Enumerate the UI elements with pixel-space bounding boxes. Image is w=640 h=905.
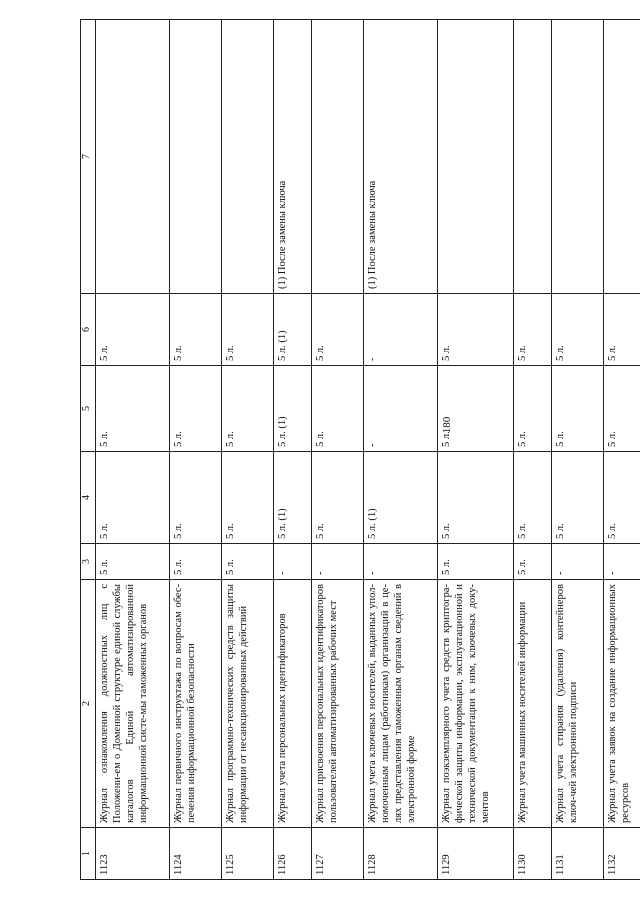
row-col5: 5 л. xyxy=(222,366,274,452)
row-number: 1130 xyxy=(514,828,552,880)
row-col5: 5 л. xyxy=(96,366,170,452)
table-row xyxy=(274,20,312,880)
row-note: (1) После замены ключа xyxy=(364,20,438,294)
row-col4: 5 л. xyxy=(552,452,604,544)
row-col3: - xyxy=(364,544,438,580)
row-col3: 5 л. xyxy=(514,544,552,580)
row-note xyxy=(96,20,170,294)
row-title: Журнал учета персональных идентификаторов xyxy=(274,580,312,828)
row-col3: - xyxy=(604,544,640,580)
row-col6: 5 л. xyxy=(312,294,364,366)
row-col3: 5 л. xyxy=(170,544,222,580)
row-note: (1) После замены ключа xyxy=(274,20,312,294)
row-title: Журнал первичного инструктажа по вопросам обес-печения информационной безопасности xyxy=(170,580,222,828)
row-col5: 5 л. (1) xyxy=(274,366,312,452)
row-col6: 5 л. xyxy=(222,294,274,366)
row-col5: 5 л. xyxy=(170,366,222,452)
row-title: Журнал учета стирания (удаления) контейнеров ключ-чей электронной подписи xyxy=(552,580,604,828)
row-number: 1127 xyxy=(312,828,364,880)
row-note xyxy=(312,20,364,294)
row-col6: 5 л. xyxy=(170,294,222,366)
row-col3: - xyxy=(312,544,364,580)
row-title: Журнал учета машинных носителей информации xyxy=(514,580,552,828)
row-col5: 5 л. xyxy=(438,366,514,452)
row-col5: - xyxy=(364,366,438,452)
row-col6: 5 л. (1) xyxy=(274,294,312,366)
table-row xyxy=(312,20,364,880)
row-number: 1125 xyxy=(222,828,274,880)
row-number: 1128 xyxy=(364,828,438,880)
row-col3: - xyxy=(274,544,312,580)
row-col4: 5 л. xyxy=(96,452,170,544)
table-row xyxy=(514,20,552,880)
row-col3: 5 л. xyxy=(222,544,274,580)
row-col4: 5 л. xyxy=(222,452,274,544)
column-header-5: 5 xyxy=(81,366,96,452)
column-header-3: 3 xyxy=(81,544,96,580)
table-row xyxy=(96,20,170,880)
row-note xyxy=(604,20,640,294)
table-row xyxy=(170,20,222,880)
row-note xyxy=(514,20,552,294)
row-title: Журнал поэкземплярного учета средств криптогра-фической защиты информации, эксплуатационной и технической документации к ним, ключевых доку-ментов xyxy=(438,580,514,828)
row-col4: 5 л. xyxy=(514,452,552,544)
row-title: Журнал присвоения персональных идентификаторов пользователей автоматизированных рабочих мест xyxy=(312,580,364,828)
row-col5: 5 л. xyxy=(552,366,604,452)
column-header-1: 1 xyxy=(81,828,96,880)
records-table xyxy=(80,19,640,880)
row-col5: 5 л. xyxy=(514,366,552,452)
header-row xyxy=(81,20,96,880)
row-number: 1131 xyxy=(552,828,604,880)
row-number: 1129 xyxy=(438,828,514,880)
row-col5: 5 л. xyxy=(604,366,640,452)
row-number: 1132 xyxy=(604,828,640,880)
row-col4: 5 л. xyxy=(170,452,222,544)
column-header-7: 7 xyxy=(81,20,96,294)
row-col6: 5 л. xyxy=(604,294,640,366)
row-col3: 5 л. xyxy=(96,544,170,580)
row-note xyxy=(170,20,222,294)
page-number: 180 xyxy=(441,416,453,434)
table-row xyxy=(364,20,438,880)
row-number: 1124 xyxy=(170,828,222,880)
table-row xyxy=(438,20,514,880)
row-col6: - xyxy=(364,294,438,366)
row-title: Журнал ознакомления должностных лиц с Положени-ем о Доменной структуре единой службы каталогов Единой автоматизированной информационной систе-мы таможенных органов xyxy=(96,580,170,828)
row-number: 1126 xyxy=(274,828,312,880)
row-col4: 5 л. (1) xyxy=(364,452,438,544)
row-col6: 5 л. xyxy=(438,294,514,366)
row-title: Журнал учета ключевых носителей, выданных упол-номоченным лицам (работникам) организаций в це-лях представления таможенным органам сведений в электронной форме xyxy=(364,580,438,828)
row-col4: 5 л. xyxy=(604,452,640,544)
row-col6: 5 л. xyxy=(514,294,552,366)
row-note xyxy=(222,20,274,294)
row-title: Журнал учета заявок на создание информационных ресурсов xyxy=(604,580,640,828)
row-note xyxy=(552,20,604,294)
column-header-2: 2 xyxy=(81,580,96,828)
row-col4: 5 л. xyxy=(438,452,514,544)
table-row xyxy=(604,20,640,880)
row-col4: 5 л. xyxy=(312,452,364,544)
row-col6: 5 л. xyxy=(96,294,170,366)
table-row xyxy=(222,20,274,880)
records-table-sheet xyxy=(80,20,632,880)
column-header-4: 4 xyxy=(81,452,96,544)
row-col3: 5 л. xyxy=(438,544,514,580)
column-header-6: 6 xyxy=(81,294,96,366)
row-number: 1123 xyxy=(96,828,170,880)
row-col6: 5 л. xyxy=(552,294,604,366)
row-note xyxy=(438,20,514,294)
row-col3: - xyxy=(552,544,604,580)
row-title: Журнал программно-технических средств защиты информации от несанкционированных действий xyxy=(222,580,274,828)
table-row xyxy=(552,20,604,880)
row-col4: 5 л. (1) xyxy=(274,452,312,544)
row-col5: 5 л. xyxy=(312,366,364,452)
